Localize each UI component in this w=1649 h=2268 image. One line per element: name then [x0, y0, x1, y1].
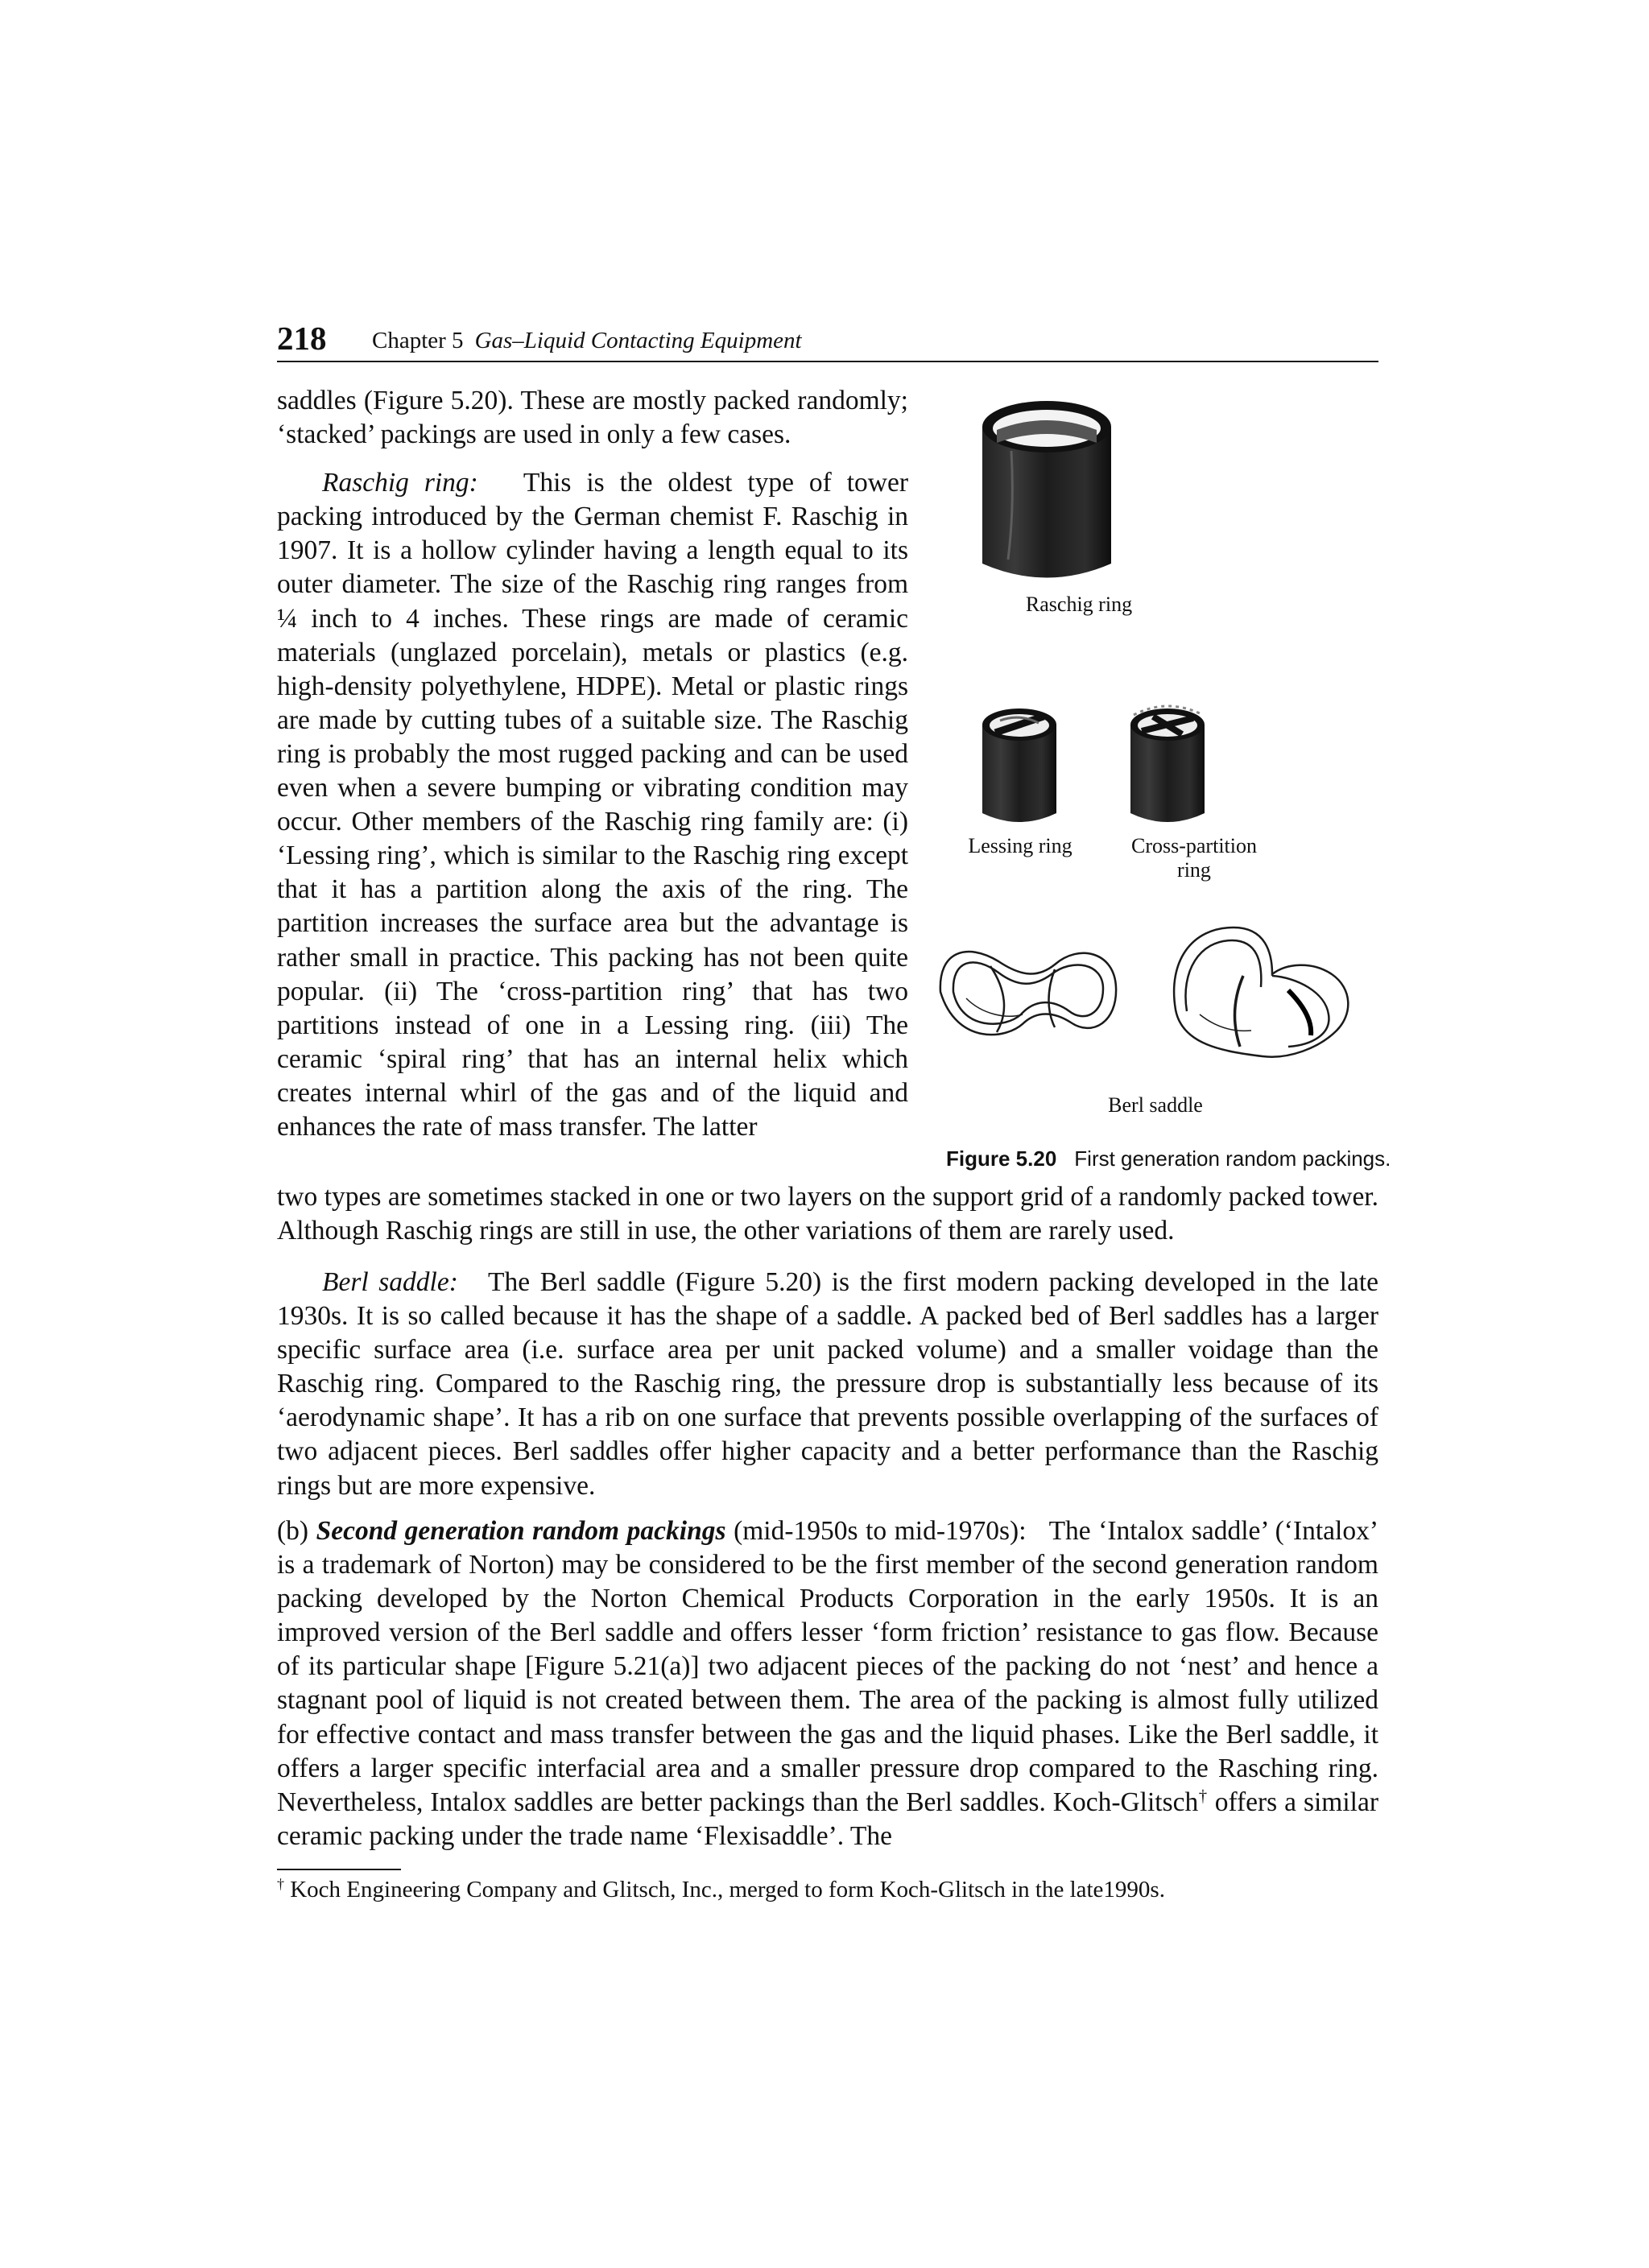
figure-caption: [946, 1146, 1391, 1171]
berl-saddle-right-drawing: [1174, 927, 1348, 1057]
footnote-rule: [277, 1869, 401, 1870]
text-line: Raschig ring except that it has a partition along the axis: [277, 841, 909, 905]
text-line: Raschig ring is probably the most rugged packing and: [277, 704, 908, 769]
section-text: The ‘Intalox saddle’ (‘Intalox’ is a trademark of Norton) may be considered to be the first member of the second generation random packing developed by the Norton Chemical Products Corporation in the early 1950s. It is an improved version of the Berl saddle and offers lesser ‘form friction’ resistance to gas flow. Because of its particular shape [Figure 5.21(a)] two adjacent pieces of the packing do not ‘nest’ and hence a stagnant pool of liquid is not created between them. The area of the packing is almost fully utilized for effective contact and mass transfer between the gas and the liquid phases. Like the Berl saddle, it offers a larger specific interfacial area and a smaller pressure drop compared to the Rasching ring. Nevertheless, Intalox saddles are better packings than the Berl saddles. Koch-Glitsch: [277, 1516, 1379, 1817]
text-line: ring’ that has two partitions instead of one in a Lessing: [277, 976, 908, 1040]
running-head: [372, 328, 802, 354]
raschig-ring-drawing: [982, 401, 1111, 578]
section-text-after: offers a similar ceramic packing under the trade name ‘Flexisaddle’. The: [277, 1787, 1379, 1851]
text-line: helix which creates internal whirl of the gas and of the: [277, 1043, 908, 1108]
caption-number: Figure 5.20: [946, 1146, 1057, 1171]
text-line: high-density polyethylene, HDPE). Metal or plastic: [277, 671, 845, 701]
figure-5-20: [934, 378, 1391, 1175]
text-line: has not been quite popular. (ii) The ‘cross-partition: [277, 942, 908, 1006]
text-line: cases.: [727, 419, 791, 450]
berl-saddle-left-drawing: [940, 952, 1116, 1035]
footnote-mark: †: [277, 1876, 284, 1893]
lessing-ring-drawing: [982, 708, 1056, 822]
section-period: (mid-1950s to mid-1970s):: [734, 1516, 1027, 1546]
section-marker: (b): [277, 1516, 309, 1546]
text-line: This is the oldest type of tower: [523, 468, 908, 498]
text-line: liquid and enhances the rate of mass transfer. The latter: [277, 1077, 908, 1142]
page-header: [277, 319, 1378, 362]
text-line: rings are made by cutting tubes of a suitable size. The: [277, 671, 909, 735]
label-cross-partition-ring: Cross-partition ring: [1131, 834, 1257, 882]
text-line: ¼ inch to 4 inches. These rings are made of ceramic: [277, 603, 908, 634]
narrow-column: [277, 384, 908, 1144]
page-number: 218: [277, 320, 327, 357]
text-line: ring family are: (i) ‘Lessing ring’, which is similar to the: [277, 807, 909, 871]
chapter-title: Gas–Liquid Contacting Equipment: [474, 328, 802, 353]
cross-partition-ring-drawing: [1130, 706, 1205, 822]
text-line: saddles (Figure 5.20). These are mostly packed: [277, 386, 791, 415]
raschig-lead: Raschig ring:: [322, 468, 478, 498]
text-line: of the ring. The partition increases the surface area but: [277, 874, 909, 939]
chapter-label: Chapter 5: [372, 328, 464, 353]
text-line: condition may occur. Other members of the Raschig: [277, 773, 909, 837]
text-line: in 1907. It is a hollow cylinder having a length equal to its: [277, 502, 908, 566]
berl-text: The Berl saddle (Figure 5.20) is the first modern packing developed in the late 1930s. It is so called because it has the shape of a saddle. A packed bed of Berl saddles has a larger specific surface area (i.e. surface area per unit packed volume) and a smaller voidage than the Raschig ring. Compared to the Raschig ring, the pressure drop is substantially less because of its ‘aerodynamic shape’. It has a rib on one surface that prevents possible overlapping of the surfaces of two adjacent pieces. Berl saddles offer higher capacity and a better performance than the Raschig rings but are more expensive.: [277, 1267, 1378, 1501]
berl-paragraph: [277, 1266, 1378, 1503]
label-lessing-ring: Lessing ring: [968, 834, 1072, 857]
caption-text: First generation random packings.: [1074, 1146, 1391, 1171]
label-berl-saddle: Berl saddle: [1108, 1093, 1203, 1117]
raschig-continuation: two types are sometimes stacked in one or two layers on the support grid of a randomly packed tower. Although Raschig rings are still in use, the other variations of them are rarely used.: [277, 1182, 1378, 1246]
text-line: the advantage is rather small in practice. This packing: [277, 908, 908, 973]
text-line: packing introduced by the German chemist F. Raschig: [277, 502, 878, 532]
raschig-paragraph: [277, 466, 908, 1144]
intro-paragraph: [277, 384, 908, 452]
text-line: outer diameter. The size of the Raschig ring ranges from: [277, 569, 908, 600]
text-line: can be used even when a severe bumping or vibrating: [277, 738, 909, 804]
footnote: [277, 1877, 1165, 1903]
text-line: ring. (iii) The ceramic ‘spiral ring’ that has an internal: [277, 1010, 908, 1074]
label-raschig-ring: Raschig ring: [1025, 593, 1133, 616]
footnote-ref: †: [1198, 1787, 1208, 1806]
text-line: materials (unglazed porcelain), metals or plastics (e.g.: [277, 637, 908, 667]
second-generation-paragraph: [277, 1514, 1378, 1853]
text-line: randomly; ‘stacked’ packings are used in only a few: [277, 386, 908, 450]
footnote-text: Koch Engineering Company and Glitsch, Inc., merged to form Koch-Glitsch in the late1990s.: [290, 1877, 1165, 1902]
berl-lead: Berl saddle:: [322, 1267, 458, 1297]
section-heading: Second generation random packings: [316, 1516, 726, 1546]
